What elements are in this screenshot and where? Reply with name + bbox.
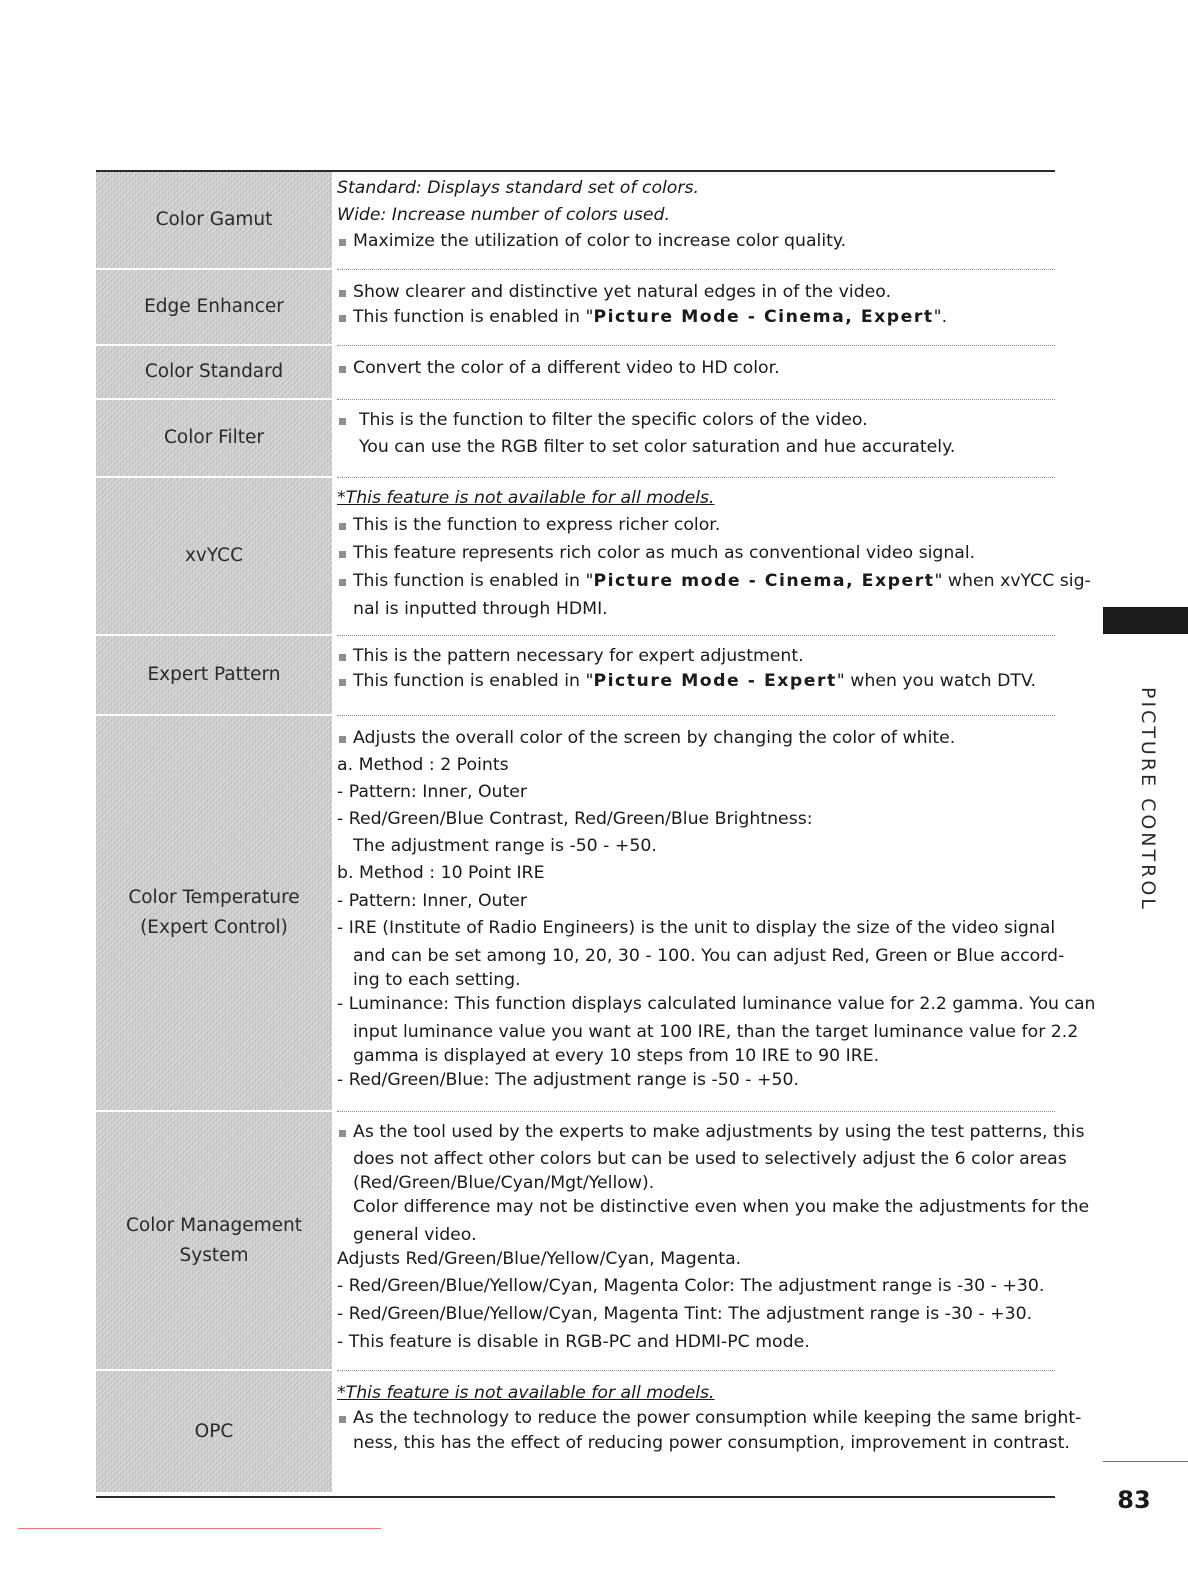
description-line: input luminance value you want at 100 IRE, than the target luminance value for 2.2 xyxy=(353,1022,1079,1042)
row-description xyxy=(337,478,1091,621)
description-line: and can be set among 10, 20, 30 - 100. You can adjust Red, Green or Blue accord- xyxy=(353,946,1065,966)
row-description xyxy=(337,400,1055,462)
row-label-text: xvYCC xyxy=(184,545,244,566)
description-line: This is the pattern necessary for expert adjustment. xyxy=(337,644,1055,669)
crop-mark-line xyxy=(18,1528,381,1529)
page-number: 83 xyxy=(1117,1486,1151,1514)
description-line: a. Method : 2 Points xyxy=(337,755,509,775)
section-tab-title: PICTURE CONTROL xyxy=(1137,687,1159,912)
table-row xyxy=(96,346,1055,400)
description-line: Wide: Increase number of colors used. xyxy=(337,205,671,225)
description-line: Color difference may not be distinctive even when you make the adjustments for the xyxy=(353,1197,1090,1217)
description-line: - Pattern: Inner, Outer xyxy=(337,891,528,911)
description-line: - This feature is disable in RGB-PC and HDMI-PC mode. xyxy=(337,1332,810,1352)
description-line: Convert the color of a different video to HD color. xyxy=(337,356,1055,381)
row-label-text: Color Management System xyxy=(125,1214,303,1266)
row-label xyxy=(96,478,332,634)
description-line: As the tool used by the experts to make adjustments by using the test patterns, this xyxy=(337,1120,1055,1147)
description-line: nal is inputted through HDMI. xyxy=(353,599,608,619)
row-description xyxy=(337,270,1055,330)
row-label-text: (Expert Control) xyxy=(140,917,288,938)
availability-note: *This feature is not available for all models. xyxy=(337,1383,715,1403)
row-description xyxy=(337,1112,1090,1358)
description-line: This is the function to express richer color. xyxy=(337,513,1055,541)
description-line: - Red/Green/Blue/Yellow/Cyan, Magenta Color: The adjustment range is -30 - +30. xyxy=(337,1276,1045,1296)
description-line: This function is enabled in "Picture Mode - Expert" when you watch DTV. xyxy=(337,669,1055,694)
description-line: general video. xyxy=(353,1225,477,1245)
description-line: b. Method : 10 Point IRE xyxy=(337,863,545,883)
section-tab-marker xyxy=(1103,607,1188,634)
description-line: Maximize the utilization of color to increase color quality. xyxy=(337,229,1055,255)
row-label-text: Expert Pattern xyxy=(147,664,281,685)
row-label-text: Color Filter xyxy=(164,427,264,448)
description-line: Adjusts the overall color of the screen by changing the color of white. xyxy=(337,726,1055,753)
row-label-text: Edge Enhancer xyxy=(144,296,284,317)
description-line: - Red/Green/Blue/Yellow/Cyan, Magenta Tint: The adjustment range is -30 - +30. xyxy=(337,1304,1033,1324)
row-label-text: OPC xyxy=(194,1420,234,1442)
description-line: - Red/Green/Blue Contrast, Red/Green/Blue Brightness: xyxy=(337,809,813,829)
table-row xyxy=(96,270,1055,346)
description-line: - IRE (Institute of Radio Engineers) is the unit to display the size of the video signal xyxy=(337,918,1056,938)
description-line: gamma is displayed at every 10 steps from 10 IRE to 90 IRE. xyxy=(353,1046,880,1066)
table-row xyxy=(96,1371,1082,1494)
row-label xyxy=(96,636,332,714)
description-line: Adjusts Red/Green/Blue/Yellow/Cyan, Magenta. xyxy=(337,1249,742,1269)
table-row xyxy=(96,1112,1090,1371)
table-row xyxy=(96,478,1091,636)
availability-note: *This feature is not available for all models. xyxy=(337,488,715,508)
description-line: This function is enabled in "Picture mode - Cinema, Expert" when xvYCC sig- xyxy=(337,569,1055,597)
description-line: - Pattern: Inner, Outer xyxy=(337,782,528,802)
description-line: (Red/Green/Blue/Cyan/Mgt/Yellow). xyxy=(353,1173,655,1193)
description-line: - Red/Green/Blue: The adjustment range is -50 - +50. xyxy=(337,1070,799,1090)
description-line: The adjustment range is -50 - +50. xyxy=(353,836,657,856)
row-description xyxy=(337,346,1055,381)
description-line: ing to each setting. xyxy=(353,970,521,990)
row-label-text: Color Standard xyxy=(144,361,284,382)
table-row xyxy=(96,636,1055,716)
table-row xyxy=(96,172,1055,270)
row-label xyxy=(96,1112,332,1369)
description-line: This is the function to filter the specific colors of the video. xyxy=(337,408,1055,435)
description-line: You can use the RGB filter to set color saturation and hue accurately. xyxy=(359,437,956,457)
row-description xyxy=(337,636,1055,694)
description-line: This feature represents rich color as much as conventional video signal. xyxy=(337,541,1055,569)
row-label xyxy=(96,1371,332,1492)
row-description xyxy=(337,716,1096,1095)
table-row xyxy=(96,400,1055,478)
description-line: ness, this has the effect of reducing power consumption, improvement in contrast. xyxy=(353,1433,1070,1453)
table-bottom-rule xyxy=(96,1496,1055,1498)
row-label-text: Color Gamut xyxy=(155,209,273,230)
description-line: Standard: Displays standard set of colors. xyxy=(337,178,699,198)
page-number-rule xyxy=(1103,1461,1188,1462)
description-line: As the technology to reduce the power consumption while keeping the same bright- xyxy=(337,1406,1055,1431)
description-line: This function is enabled in "Picture Mode - Cinema, Expert". xyxy=(337,305,1055,330)
row-label-text: Color Temperature xyxy=(128,887,300,908)
row-label xyxy=(96,270,332,344)
table-row xyxy=(96,716,1096,1112)
row-label xyxy=(96,400,332,476)
description-line: does not affect other colors but can be used to selectively adjust the 6 color areas xyxy=(353,1149,1067,1169)
row-label xyxy=(96,716,332,1110)
row-label xyxy=(96,172,332,268)
row-description xyxy=(337,1371,1082,1456)
row-description xyxy=(337,172,1055,255)
description-line: - Luminance: This function displays calculated luminance value for 2.2 gamma. You can xyxy=(337,994,1096,1014)
description-line: Show clearer and distinctive yet natural edges in of the video. xyxy=(337,280,1055,305)
row-label xyxy=(96,346,332,398)
